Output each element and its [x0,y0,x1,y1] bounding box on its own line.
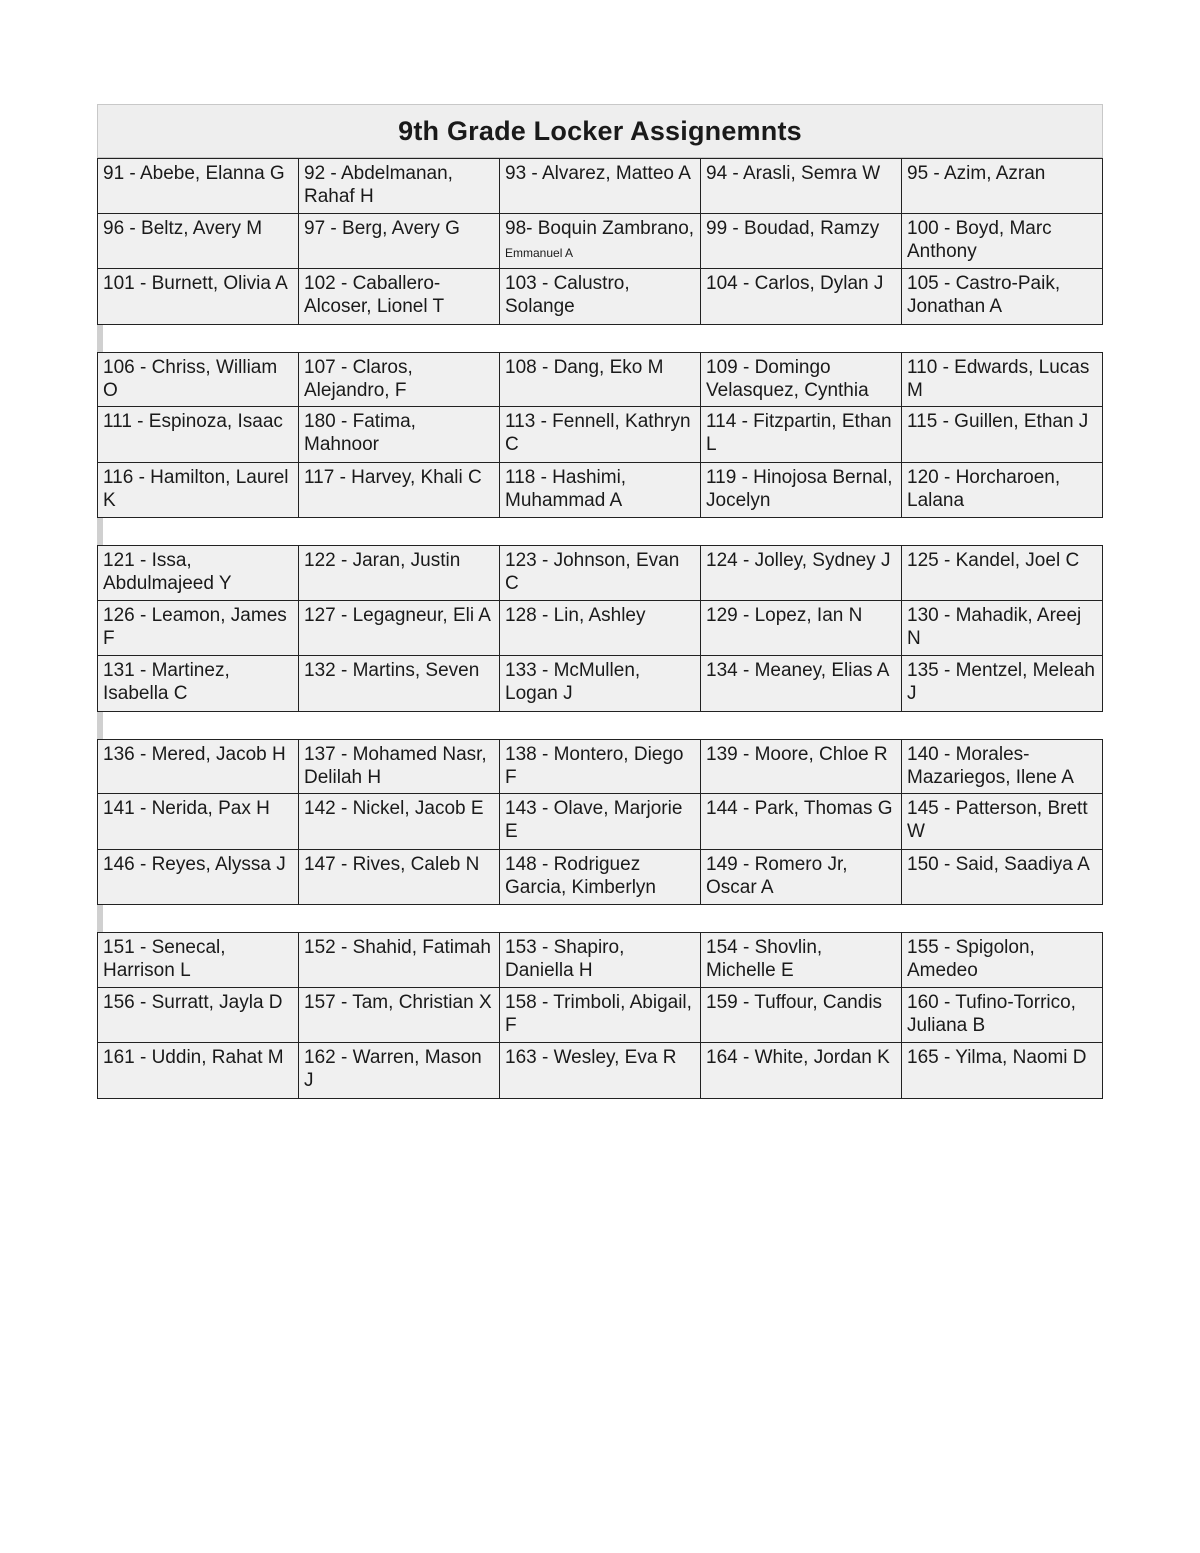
table-row [97,988,1103,1044]
locker-group [97,739,1103,906]
locker-entry: 101 - Burnett, Olivia A [103,273,288,294]
locker-cell [299,794,500,850]
locker-entry: 110 - Edwards, Lucas M [907,356,1090,401]
table-row [97,656,1103,712]
locker-entry: 142 - Nickel, Jacob E [304,798,484,819]
locker-entry: 145 - Patterson, Brett W [907,798,1088,842]
locker-entry: 157 - Tam, Christian X [304,991,492,1013]
locker-entry: 161 - Uddin, Rahat M [103,1047,284,1068]
table-row [97,269,1103,325]
locker-entry: 147 - Rives, Caleb N [304,853,480,875]
locker-cell [902,794,1103,850]
locker-entry: 141 - Nerida, Pax H [103,798,270,819]
spacer-row [97,518,1103,545]
table-row [97,545,1103,601]
sheet-title: 9th Grade Locker Assignemnts [97,104,1103,158]
locker-entry: 165 - Yilma, Naomi D [907,1047,1087,1068]
locker-entry: 155 - Spigolon, Amedeo [907,937,1035,981]
locker-cell [299,352,500,408]
locker-entry: 107 - Claros, Alejandro, F [304,356,413,401]
locker-entry: 159 - Tuffour, Candis [706,991,883,1013]
locker-entry: 96 - Beltz, Avery M [103,217,263,239]
locker-entry: 148 - Rodriguez Garcia, Kimberlyn [505,853,656,898]
table-row [97,794,1103,850]
locker-cell [902,269,1103,325]
locker-entry: 128 - Lin, Ashley [505,604,646,626]
locker-entry: 132 - Martins, Seven [304,660,480,681]
locker-entry: 111 - Espinoza, Isaac [103,411,283,432]
locker-cell [701,739,902,795]
locker-entry: 136 - Mered, Jacob H [103,743,286,765]
locker-group [97,158,1103,325]
locker-cell [701,269,902,325]
locker-cell [97,739,299,795]
locker-cell [902,407,1103,463]
table-row [97,407,1103,463]
locker-entry: 151 - Senecal, Harrison L [103,937,226,981]
locker-entry: 102 - Caballero-Alcoser, Lionel T [304,273,445,317]
locker-cell [701,545,902,601]
locker-entry: 118 - Hashimi, Muhammad A [505,466,627,511]
locker-cell [97,545,299,601]
locker-group [97,545,1103,712]
locker-cell [500,656,701,712]
locker-entry: 122 - Jaran, Justin [304,550,461,571]
table-row [97,352,1103,408]
locker-entry: 105 - Castro-Paik, Jonathan A [907,273,1061,317]
locker-entry: 130 - Mahadik, Areej N [907,604,1082,649]
locker-cell [500,214,701,270]
locker-cell [299,269,500,325]
spacer-row [97,712,1103,739]
locker-cell [902,988,1103,1044]
locker-entry: 114 - Fitzpartin, Ethan L [706,411,892,455]
locker-cell [97,932,299,988]
empty-cell [102,325,103,352]
table-row [97,932,1103,988]
locker-entry: 99 - Boudad, Ramzy [706,217,880,239]
locker-group [97,352,1103,519]
locker-entry: 156 - Surratt, Jayla D [103,991,283,1013]
locker-entry: 93 - Alvarez, Matteo A [505,163,691,184]
locker-entry: 126 - Leamon, James F [103,604,287,649]
table-row [97,1043,1103,1099]
locker-entry: 144 - Park, Thomas G [706,798,893,819]
table-row [97,463,1103,519]
locker-cell [500,794,701,850]
locker-cell [701,352,902,408]
locker-cell [701,794,902,850]
locker-entry: 140 - Morales-Mazariegos, Ilene A [907,743,1074,788]
locker-cell [902,463,1103,519]
locker-entry: 162 - Warren, Mason J [304,1047,482,1091]
locker-entry: 163 - Wesley, Eva R [505,1047,677,1068]
locker-entry: 95 - Azim, Azran [907,163,1046,184]
locker-cell [902,932,1103,988]
locker-entry: 92 - Abdelmanan, Rahaf H [304,163,453,207]
locker-entry: 91 - Abebe, Elanna G [103,163,285,184]
locker-cell [500,158,701,214]
locker-cell [97,407,299,463]
locker-entry: 164 - White, Jordan K [706,1047,890,1068]
locker-cell [902,545,1103,601]
locker-cell [97,352,299,408]
locker-entry: 160 - Tufino-Torrico, Juliana B [907,991,1076,1036]
locker-entry: 103 - Calustro, Solange [505,273,630,317]
locker-cell [701,601,902,657]
locker-cell [500,463,701,519]
locker-cell [97,1043,299,1099]
locker-cell [500,352,701,408]
locker-cell [500,407,701,463]
locker-entry: 133 - McMullen, Logan J [505,660,641,704]
locker-entry: 106 - Chriss, William O [103,356,278,401]
locker-group [97,932,1103,1099]
locker-cell [299,850,500,906]
locker-entry: 138 - Montero, Diego F [505,743,684,788]
locker-cell [701,407,902,463]
locker-entry: 109 - Domingo Velasquez, Cynthia [706,356,869,401]
locker-cell [299,407,500,463]
locker-entry: 117 - Harvey, Khali C [304,466,482,488]
locker-cell [299,601,500,657]
locker-sheet [97,104,1103,1099]
locker-cell [97,601,299,657]
locker-cell [701,463,902,519]
locker-cell [299,988,500,1044]
locker-entry: 134 - Meaney, Elias A [706,660,890,681]
locker-entry: 104 - Carlos, Dylan J [706,273,884,294]
locker-entry: 127 - Legagneur, Eli A [304,604,491,626]
locker-entry: 97 - Berg, Avery G [304,217,460,239]
locker-cell [500,850,701,906]
locker-entry: 152 - Shahid, Fatimah [304,937,491,958]
locker-entry: 153 - Shapiro, Daniella H [505,937,625,981]
locker-cell [902,158,1103,214]
locker-entry: 116 - Hamilton, Laurel K [103,466,289,511]
locker-cell [299,158,500,214]
locker-entry: 150 - Said, Saadiya A [907,853,1090,875]
locker-cell [97,850,299,906]
locker-cell [701,656,902,712]
locker-entry: 125 - Kandel, Joel C [907,550,1080,571]
locker-cell [701,988,902,1044]
locker-entry: 129 - Lopez, Ian N [706,604,863,626]
locker-entry: 146 - Reyes, Alyssa J [103,853,286,875]
locker-cell [299,545,500,601]
locker-cell [299,656,500,712]
locker-cell [299,1043,500,1099]
locker-entry: 120 - Horcharoen, Lalana [907,466,1061,511]
locker-cell [701,850,902,906]
empty-cell [102,518,103,545]
locker-cell [97,269,299,325]
locker-cell [97,988,299,1044]
locker-entry: 149 - Romero Jr, Oscar A [706,853,848,898]
locker-cell [299,214,500,270]
locker-cell [701,932,902,988]
locker-entry: 113 - Fennell, Kathryn C [505,411,691,455]
table-row [97,214,1103,270]
table-row [97,739,1103,795]
locker-cell [902,352,1103,408]
locker-cell [701,214,902,270]
locker-cell [500,545,701,601]
locker-cell [500,932,701,988]
locker-table [97,158,1103,1099]
locker-entry: 123 - Johnson, Evan C [505,550,680,594]
table-row [97,158,1103,214]
locker-cell [97,463,299,519]
locker-cell [902,656,1103,712]
locker-entry: 100 - Boyd, Marc Anthony [907,217,1052,262]
locker-entry: 98- Boquin Zambrano, [505,217,695,239]
empty-cell [102,905,103,932]
locker-cell [97,794,299,850]
locker-cell [500,988,701,1044]
locker-cell [97,656,299,712]
locker-entry: 115 - Guillen, Ethan J [907,411,1089,432]
spacer-row [97,905,1103,932]
locker-cell [500,739,701,795]
locker-cell [902,1043,1103,1099]
empty-cell [102,712,103,739]
locker-cell [701,158,902,214]
spacer-row [97,325,1103,352]
locker-entry: 131 - Martinez, Isabella C [103,660,230,704]
locker-cell [902,601,1103,657]
table-row [97,850,1103,906]
locker-entry: 158 - Trimboli, Abigail, F [505,991,692,1036]
locker-cell [299,463,500,519]
locker-cell [97,158,299,214]
locker-entry: 180 - Fatima, Mahnoor [304,411,416,455]
locker-entry: 137 - Mohamed Nasr, Delilah H [304,743,487,788]
locker-entry: 108 - Dang, Eko M [505,356,664,378]
locker-cell [97,214,299,270]
locker-cell [902,850,1103,906]
locker-cell [701,1043,902,1099]
locker-entry: 94 - Arasli, Semra W [706,163,881,184]
locker-cell [902,739,1103,795]
locker-entry-small: Emmanuel A [505,245,574,260]
locker-cell [500,1043,701,1099]
locker-cell [500,269,701,325]
locker-entry: 124 - Jolley, Sydney J [706,550,891,571]
locker-entry: 119 - Hinojosa Bernal, Jocelyn [706,466,893,511]
locker-cell [299,932,500,988]
locker-entry: 121 - Issa, Abdulmajeed Y [103,550,232,594]
locker-entry: 154 - Shovlin, Michelle E [706,937,823,981]
locker-entry: 135 - Mentzel, Meleah J [907,660,1095,704]
locker-cell [902,214,1103,270]
table-row [97,601,1103,657]
locker-cell [299,739,500,795]
locker-cell [500,601,701,657]
locker-entry: 143 - Olave, Marjorie E [505,798,683,842]
locker-entry: 139 - Moore, Chloe R [706,743,888,765]
